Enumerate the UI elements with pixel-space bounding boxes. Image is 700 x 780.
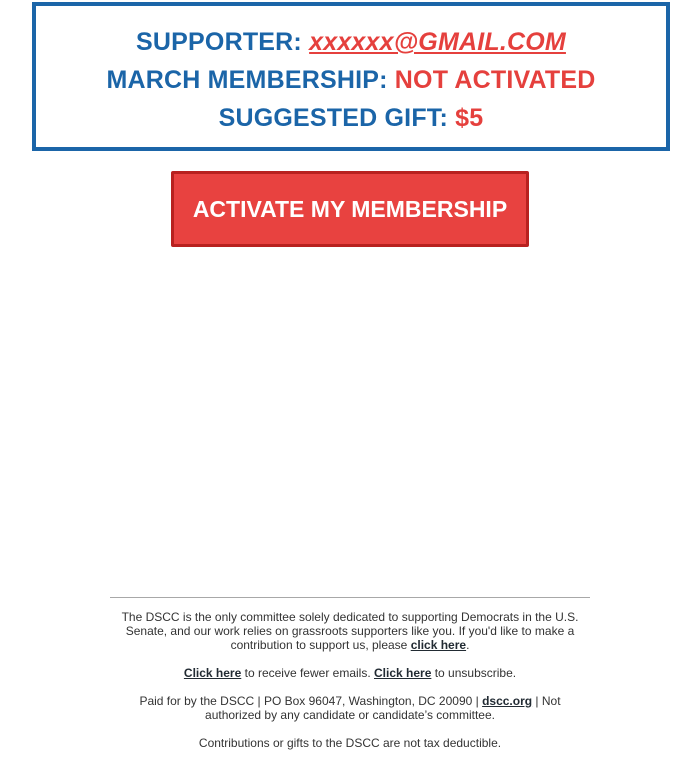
paid-for-end: | Not authorized by any candidate or candidate’s committee. <box>205 694 561 722</box>
footer-paid-for <box>110 694 590 722</box>
footer-about-end: . <box>466 638 470 652</box>
footer-email-prefs <box>110 666 590 680</box>
membership-line <box>36 61 666 99</box>
membership-status-value: NOT ACTIVATED <box>394 66 596 94</box>
gift-line <box>36 99 666 137</box>
unsubscribe-text: to unsubscribe. <box>431 666 517 680</box>
membership-status-box <box>32 2 670 151</box>
contribute-link[interactable]: click here <box>410 638 467 652</box>
footer <box>110 610 590 764</box>
membership-label: MARCH MEMBERSHIP: <box>106 66 395 94</box>
fewer-emails-link[interactable]: Click here <box>183 666 242 680</box>
unsubscribe-link[interactable]: Click here <box>374 666 432 680</box>
footer-about-paragraph <box>110 610 590 652</box>
footer-divider <box>110 597 590 598</box>
footer-about-text: The DSCC is the only committee solely dedicated to supporting Democrats in the U.S. Senate, and our work relies on grassroots supporters like you. If you'd like to make a contribution to support us, please <box>121 610 579 652</box>
gift-label: SUGGESTED GIFT: <box>218 104 456 132</box>
activate-membership-button[interactable]: ACTIVATE MY MEMBERSHIP <box>171 171 529 247</box>
fewer-emails-text: to receive fewer emails. <box>241 666 374 680</box>
supporter-line <box>36 23 666 61</box>
supporter-label: SUPPORTER: <box>136 28 310 56</box>
supporter-email-link[interactable]: xxxxxx@GMAIL.COM <box>309 28 566 56</box>
dscc-site-link[interactable]: dscc.org <box>482 694 533 708</box>
paid-for-text: Paid for by the DSCC | PO Box 96047, Washington, DC 20090 | <box>139 694 483 708</box>
gift-amount: $5 <box>455 104 484 132</box>
tax-deductible-note: Contributions or gifts to the DSCC are not tax deductible. <box>198 736 502 750</box>
